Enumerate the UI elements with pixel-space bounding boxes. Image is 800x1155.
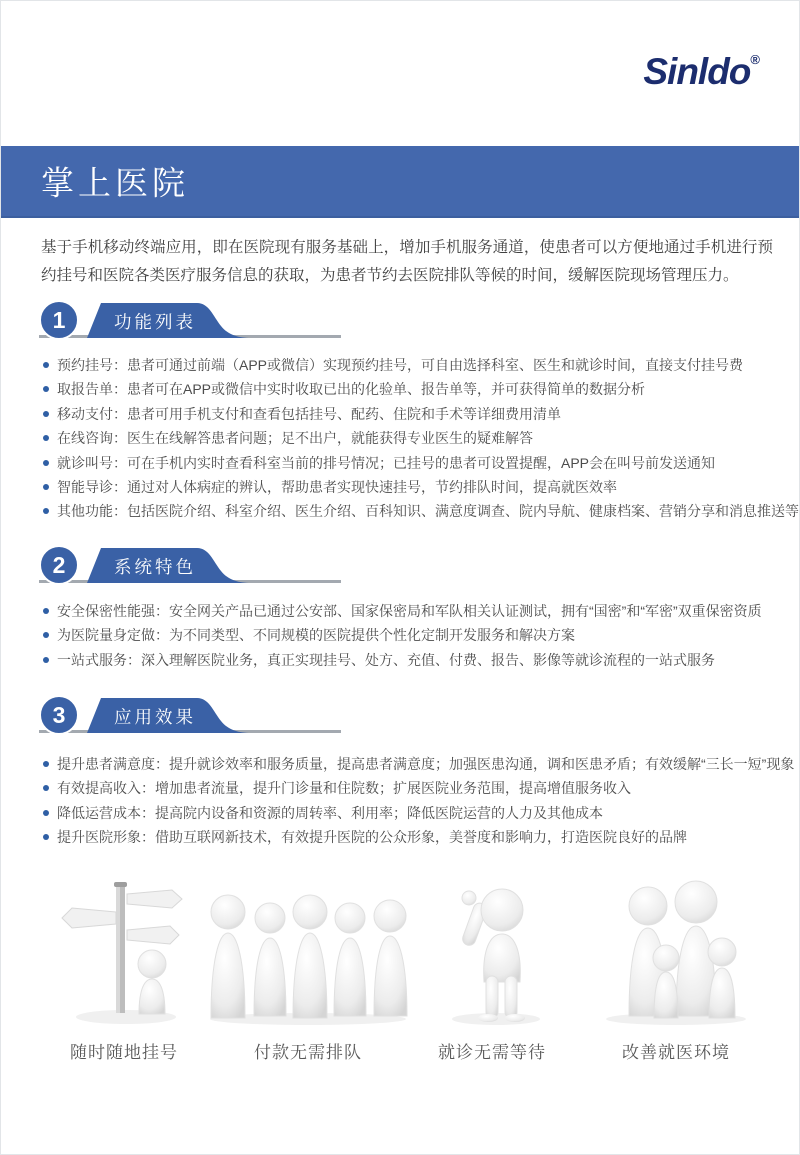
- logo-text: Sinldo: [643, 51, 751, 92]
- bullet-item: 取报告单：患者可在APP或微信中实时收取已出的化验单、报告单等，并可获得简单的数据分析: [41, 377, 783, 401]
- bullet-item: 提升医院形象：借助互联网新技术，有效提升医院的公众形象，美誉度和影响力，打造医院良好的品牌: [41, 825, 783, 849]
- effect-list: [41, 752, 795, 850]
- page-title: 掌上医院: [41, 164, 189, 202]
- thumbs-up-figure-illustration: [422, 878, 562, 1026]
- section-title: 系统特色: [114, 557, 196, 577]
- bullet-item: 安全保密性能强：安全网关产品已通过公安部、国家保密局和军队相关认证测试，拥有“国密”和“军密”双重保密资质: [41, 599, 783, 623]
- section-banner-graphic: [37, 694, 357, 738]
- illustration-caption: 改善就医环境: [622, 1043, 730, 1062]
- bullet-item: 一站式服务：深入理解医院业务，真正实现挂号、处方、充值、付费、报告、影像等就诊流程的一站式服务: [41, 648, 783, 672]
- bullet-item: 预约挂号：患者可通过前端（APP或微信）实现预约挂号，可自由选择科室、医生和就诊时间，直接支付挂号费: [41, 353, 783, 377]
- queue-group-illustration: [202, 878, 414, 1026]
- illustration-row: [35, 863, 765, 1063]
- family-group-illustration: [596, 878, 756, 1026]
- bullet-item: 为医院量身定做：为不同类型、不同规模的医院提供个性化定制开发服务和解决方案: [41, 623, 783, 647]
- illustration-caption: 随时随地挂号: [70, 1043, 178, 1062]
- section-banner-graphic: [37, 544, 357, 588]
- illustration-cell: [35, 863, 213, 1063]
- section-header-2: [37, 544, 357, 588]
- bullet-item: 在线咨询：医生在线解答患者问题；足不出户，就能获得专业医生的疑难解答: [41, 426, 783, 450]
- bullet-item: 就诊叫号：可在手机内实时查看科室当前的排号情况；已挂号的患者可设置提醒，APP会在叫号前发送通知: [41, 451, 783, 475]
- registered-mark: ®: [750, 52, 759, 67]
- title-band: [1, 146, 799, 218]
- bullet-item: 智能导诊：通过对人体病症的辨认，帮助患者实现快速挂号，节约排队时间，提高就医效率: [41, 475, 783, 499]
- illustration-cell: [403, 863, 581, 1063]
- bullet-item: 提升患者满意度：提升就诊效率和服务质量，提高患者满意度；加强医患沟通，调和医患矛盾；有效缓解“三长一短”现象: [41, 752, 783, 776]
- illustration-cell: [587, 863, 765, 1063]
- bullet-item: 移动支付：患者可用手机支付和查看包括挂号、配药、住院和手术等详细费用清单: [41, 402, 783, 426]
- intro-paragraph: 基于手机移动终端应用，即在医院现有服务基础上，增加手机服务通道，使患者可以方便地通过手机进行预约挂号和医院各类医疗服务信息的获取，为患者节约去医院排队等候的时间，缓解医院现场管理压力。: [41, 239, 773, 284]
- illustration-caption: 就诊无需等待: [438, 1043, 546, 1062]
- section-number: 2: [52, 552, 66, 578]
- section-title: 应用效果: [114, 707, 196, 727]
- section-header-3: [37, 694, 357, 738]
- illustration-cell: [219, 863, 397, 1063]
- system-feature-list: [41, 599, 783, 672]
- bullet-item: 降低运营成本：提高院内设备和资源的周转率、利用率；降低医院运营的人力及其他成本: [41, 801, 783, 825]
- feature-list: [41, 353, 799, 524]
- bullet-item: 有效提高收入：增加患者流量，提升门诊量和住院数；扩展医院业务范围，提高增值服务收入: [41, 776, 783, 800]
- section-title: 功能列表: [114, 312, 196, 332]
- section-number: 3: [52, 702, 66, 728]
- section-banner-graphic: [37, 299, 357, 343]
- section-header-1: [37, 299, 357, 343]
- bullet-item: 其他功能：包括医院介绍、科室介绍、医生介绍、百科知识、满意度调查、院内导航、健康档案、营销分享和消息推送等: [41, 499, 783, 523]
- sinldo-logo: [643, 51, 759, 93]
- section-number: 1: [52, 307, 66, 333]
- illustration-caption: 付款无需排队: [254, 1043, 362, 1062]
- signpost-figure-illustration: [54, 878, 194, 1026]
